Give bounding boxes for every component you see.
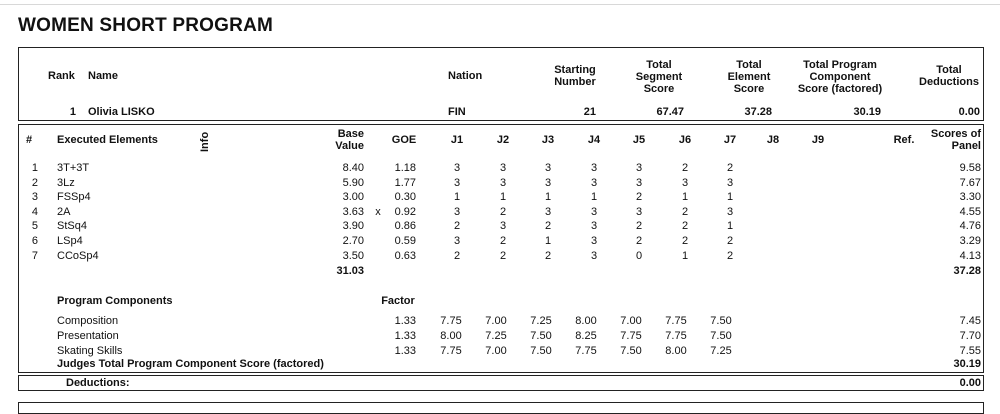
element-judge-score: 3 <box>590 206 598 218</box>
deductions-box <box>18 375 984 391</box>
element-base-value: 3.50 <box>342 250 364 262</box>
element-name: StSq4 <box>57 220 87 232</box>
element-judge-score: 3 <box>453 162 461 174</box>
base-value-total: 31.03 <box>336 265 364 277</box>
component-judge-score: 7.75 <box>665 315 687 327</box>
element-row-num: 2 <box>31 177 38 189</box>
element-judge-score: 3 <box>635 177 643 189</box>
total-element-score-header: Score <box>733 83 765 95</box>
element-judge-score: 2 <box>635 220 643 232</box>
element-name: 2A <box>57 206 71 218</box>
skater-total-deductions: 0.00 <box>958 106 980 118</box>
skater-total-pcs: 30.19 <box>853 106 881 118</box>
element-goe: 0.63 <box>394 250 416 262</box>
element-row-num: 6 <box>31 235 38 247</box>
scores-of-panel-header: Panel <box>951 140 981 152</box>
skater-starting-number: 21 <box>583 106 596 118</box>
element-name: 3T+3T <box>57 162 90 174</box>
total-pcs-header: Score (factored) <box>797 83 883 95</box>
starting-number-header: Starting <box>554 64 596 76</box>
total-element-score-header: Total <box>736 59 762 71</box>
element-row-num: 7 <box>31 250 38 262</box>
element-judge-score: 3 <box>726 177 734 189</box>
name-header: Name <box>88 70 118 82</box>
element-judge-score: 2 <box>635 191 643 203</box>
element-goe: 1.18 <box>394 162 416 174</box>
total-segment-score-header: Total <box>646 59 672 71</box>
component-panel-score: 7.45 <box>959 315 981 327</box>
scores-of-panel-header: Scores of <box>930 128 981 140</box>
element-base-value: 3.90 <box>342 220 364 232</box>
element-judge-score: 2 <box>726 235 734 247</box>
deductions-value: 0.00 <box>959 377 981 389</box>
element-judge-score: 1 <box>544 191 552 203</box>
judge-header-j7: J7 <box>723 134 737 146</box>
goe-header: GOE <box>391 134 417 146</box>
component-panel-score: 7.55 <box>959 345 981 357</box>
element-base-value: 8.40 <box>342 162 364 174</box>
element-panel-score: 7.67 <box>959 177 981 189</box>
element-goe: 0.30 <box>394 191 416 203</box>
element-judge-score: 3 <box>726 206 734 218</box>
deductions-label: Deductions: <box>66 377 130 389</box>
element-judge-score: 2 <box>681 220 689 232</box>
element-judge-score: 2 <box>453 250 461 262</box>
element-judge-score: 1 <box>726 191 734 203</box>
judges-total-pcs-value: 30.19 <box>953 358 981 370</box>
judge-header-j9: J9 <box>811 134 825 146</box>
element-panel-score: 4.13 <box>959 250 981 262</box>
skater-name: Olivia LISKO <box>88 106 155 118</box>
total-segment-score-header: Segment <box>635 71 683 83</box>
program-components-header: Program Components <box>57 295 173 307</box>
element-judge-score: 2 <box>499 235 507 247</box>
executed-elements-header: Executed Elements <box>57 134 158 146</box>
component-name: Composition <box>57 315 119 327</box>
component-judge-score: 7.75 <box>440 345 462 357</box>
element-judge-score: 3 <box>590 177 598 189</box>
rank-header: Rank <box>48 70 75 82</box>
base-value-header: Value <box>335 140 364 152</box>
component-judge-score: 7.75 <box>620 330 642 342</box>
element-panel-score: 4.76 <box>959 220 981 232</box>
page-title: WOMEN SHORT PROGRAM <box>18 15 274 36</box>
element-judge-score: 3 <box>635 206 643 218</box>
judge-header-j4: J4 <box>587 134 601 146</box>
element-judge-score: 3 <box>499 162 507 174</box>
starting-number-header: Number <box>554 76 596 88</box>
judges-total-pcs-label: Judges Total Program Component Score (factored) <box>57 358 324 370</box>
component-judge-score: 7.00 <box>620 315 642 327</box>
element-base-value: 3.63 <box>342 206 364 218</box>
element-base-value: 2.70 <box>342 235 364 247</box>
element-judge-score: 2 <box>544 250 552 262</box>
element-name: CCoSp4 <box>57 250 99 262</box>
element-judge-score: 1 <box>544 235 552 247</box>
component-name: Presentation <box>57 330 119 342</box>
element-judge-score: 3 <box>499 220 507 232</box>
component-judge-score: 7.50 <box>710 315 732 327</box>
skater-total-element-score: 37.28 <box>744 106 772 118</box>
judge-header-j2: J2 <box>496 134 510 146</box>
element-judge-score: 2 <box>544 220 552 232</box>
component-factor: 1.33 <box>394 345 416 357</box>
total-element-score-header: Element <box>727 71 771 83</box>
component-judge-score: 7.75 <box>440 315 462 327</box>
component-panel-score: 7.70 <box>959 330 981 342</box>
component-judge-score: 7.25 <box>485 330 507 342</box>
component-judge-score: 8.25 <box>575 330 597 342</box>
factor-header: Factor <box>381 295 415 307</box>
nation-header: Nation <box>448 70 483 82</box>
judge-header-j3: J3 <box>541 134 555 146</box>
component-judge-score: 8.00 <box>665 345 687 357</box>
element-info-mark: x <box>375 206 381 218</box>
element-judge-score: 1 <box>681 250 689 262</box>
element-judge-score: 3 <box>544 206 552 218</box>
element-row-num: 5 <box>31 220 38 232</box>
element-name: 3Lz <box>57 177 75 189</box>
component-judge-score: 7.25 <box>710 345 732 357</box>
element-judge-score: 3 <box>453 235 461 247</box>
element-row-num: 3 <box>31 191 38 203</box>
element-judge-score: 1 <box>453 191 461 203</box>
component-judge-score: 7.00 <box>485 315 507 327</box>
element-judge-score: 2 <box>499 250 507 262</box>
element-judge-score: 2 <box>635 235 643 247</box>
element-row-num: 1 <box>31 162 38 174</box>
base-value-header: Base <box>337 128 364 140</box>
total-pcs-header: Total Program <box>803 59 877 71</box>
element-judge-score: 3 <box>590 235 598 247</box>
element-judge-score: 2 <box>499 206 507 218</box>
element-goe: 0.59 <box>394 235 416 247</box>
top-divider <box>0 4 1000 5</box>
element-judge-score: 2 <box>726 162 734 174</box>
component-judge-score: 7.75 <box>665 330 687 342</box>
component-judge-score: 8.00 <box>440 330 462 342</box>
element-judge-score: 3 <box>635 162 643 174</box>
component-judge-score: 7.50 <box>530 345 552 357</box>
element-panel-score: 4.55 <box>959 206 981 218</box>
element-goe: 1.77 <box>394 177 416 189</box>
judge-header-j1: J1 <box>450 134 464 146</box>
element-judge-score: 2 <box>681 206 689 218</box>
judge-header-j5: J5 <box>632 134 646 146</box>
element-judge-score: 1 <box>681 191 689 203</box>
component-factor: 1.33 <box>394 330 416 342</box>
ref-header: Ref. <box>893 134 915 146</box>
element-base-value: 5.90 <box>342 177 364 189</box>
element-judge-score: 3 <box>544 162 552 174</box>
num-header: # <box>26 134 33 146</box>
element-judge-score: 3 <box>499 177 507 189</box>
component-name: Skating Skills <box>57 345 123 357</box>
component-judge-score: 8.00 <box>575 315 597 327</box>
skater-rank: 1 <box>69 106 76 118</box>
component-judge-score: 7.25 <box>530 315 552 327</box>
skater-total-segment-score: 67.47 <box>656 106 684 118</box>
element-judge-score: 3 <box>453 177 461 189</box>
component-judge-score: 7.50 <box>710 330 732 342</box>
element-base-value: 3.00 <box>342 191 364 203</box>
judge-header-j8: J8 <box>766 134 780 146</box>
element-goe: 0.92 <box>394 206 416 218</box>
element-name: LSp4 <box>57 235 83 247</box>
total-pcs-header: Component <box>809 71 871 83</box>
element-judge-score: 3 <box>681 177 689 189</box>
element-panel-score: 3.30 <box>959 191 981 203</box>
info-column-header: Info <box>199 131 211 152</box>
skater-nation: FIN <box>448 106 466 118</box>
element-judge-score: 1 <box>499 191 507 203</box>
total-deductions-header: Total <box>936 64 962 76</box>
element-judge-score: 3 <box>590 162 598 174</box>
element-panel-score: 9.58 <box>959 162 981 174</box>
next-section-box <box>18 402 984 414</box>
element-panel-score: 3.29 <box>959 235 981 247</box>
component-judge-score: 7.50 <box>620 345 642 357</box>
component-judge-score: 7.75 <box>575 345 597 357</box>
total-segment-score-header: Score <box>643 83 675 95</box>
element-judge-score: 2 <box>681 162 689 174</box>
element-name: FSSp4 <box>57 191 91 203</box>
element-judge-score: 3 <box>590 250 598 262</box>
element-judge-score: 3 <box>544 177 552 189</box>
panel-score-total: 37.28 <box>953 265 981 277</box>
element-judge-score: 3 <box>590 220 598 232</box>
judge-header-j6: J6 <box>678 134 692 146</box>
element-judge-score: 0 <box>635 250 643 262</box>
component-judge-score: 7.00 <box>485 345 507 357</box>
element-judge-score: 2 <box>453 220 461 232</box>
element-judge-score: 2 <box>681 235 689 247</box>
element-judge-score: 2 <box>726 250 734 262</box>
element-goe: 0.86 <box>394 220 416 232</box>
element-row-num: 4 <box>31 206 38 218</box>
component-factor: 1.33 <box>394 315 416 327</box>
element-judge-score: 1 <box>590 191 598 203</box>
element-judge-score: 3 <box>453 206 461 218</box>
total-deductions-header: Deductions <box>919 76 979 88</box>
element-judge-score: 1 <box>726 220 734 232</box>
component-judge-score: 7.50 <box>530 330 552 342</box>
